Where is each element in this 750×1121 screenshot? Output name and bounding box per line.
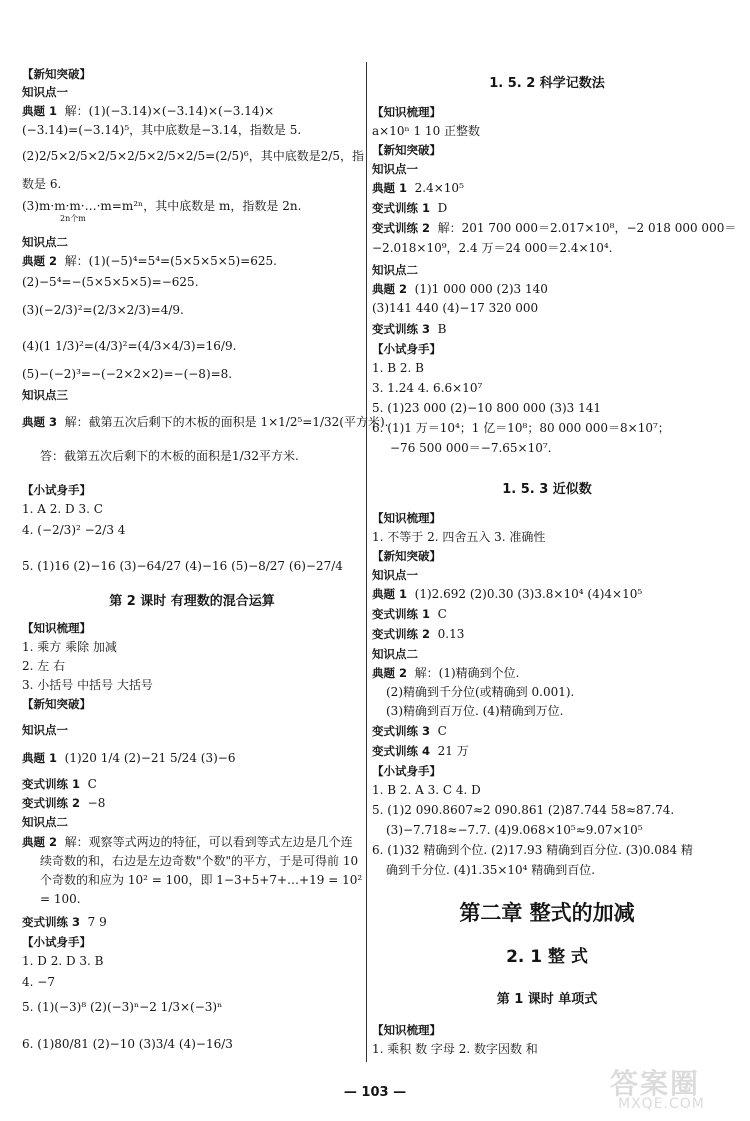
answers-line: 4. −7 xyxy=(22,975,55,989)
knowledge-point-label: 知识点二 xyxy=(372,263,418,277)
variant-answer: D xyxy=(437,201,448,215)
section-label: 【小试身手】 xyxy=(372,342,441,356)
answers-line: 5. (1)23 000 (2)−10 800 000 (3)3 141 xyxy=(372,401,601,415)
variant-1 xyxy=(22,776,97,792)
example-3 xyxy=(22,414,388,430)
section-label: 【小试身手】 xyxy=(22,935,91,949)
example-text: 解：(1)(−5)⁴=5⁴=(5×5×5×5)=625. xyxy=(64,254,277,268)
answers-line: 5. (1)2 090.8607≈2 090.861 (2)87.744 58≈87.74. xyxy=(372,803,675,817)
variant-label: 变式训练 2 xyxy=(372,627,431,641)
answers-line: 6. (1)32 精确到个位. (2)17.93 精确到百分位. (3)0.084 精 xyxy=(372,843,693,857)
variant-label: 变式训练 1 xyxy=(22,777,81,791)
knowledge-point-label: 知识点二 xyxy=(22,235,68,249)
answers-line: 1. 不等于 2. 四舍五入 3. 准确性 xyxy=(372,530,546,544)
chapter-title: 第二章 整式的加减 xyxy=(459,901,635,925)
example-text: (1)1 000 000 (2)3 140 xyxy=(414,282,548,296)
answers-line: 5. (1)16 (2)−16 (3)−64/27 (4)−16 (5)−8/27 (6)−27/4 xyxy=(22,559,343,573)
variant-3 xyxy=(372,321,446,337)
knowledge-point-label: 知识点一 xyxy=(372,568,418,582)
answers-line: 3. 小括号 中括号 大括号 xyxy=(22,678,153,692)
text-line: (3)精确到百万位. (4)精确到万位. xyxy=(386,704,564,718)
text-line: = 100. xyxy=(40,892,81,906)
variant-answer: C xyxy=(437,724,447,738)
lesson-title: 第 2 课时 有理数的混合运算 xyxy=(109,594,275,609)
variant-label: 变式训练 3 xyxy=(372,322,431,336)
section-label: 【新知突破】 xyxy=(22,697,91,711)
example-1b xyxy=(22,750,235,766)
example-2 xyxy=(372,665,519,681)
section-label: 【新知突破】 xyxy=(372,143,441,157)
knowledge-point-label: 知识点三 xyxy=(22,388,68,402)
underbrace-label: 2n个m xyxy=(60,214,86,223)
variant-2 xyxy=(22,795,105,811)
variant-1 xyxy=(372,606,447,622)
column-divider xyxy=(366,62,367,1062)
variant-label: 变式训练 4 xyxy=(372,744,431,758)
section-label: 【知识梳理】 xyxy=(372,511,441,525)
answers-line: 6. (1)1 万＝10⁴；1 亿＝10⁸；80 000 000＝8×10⁷； xyxy=(372,421,670,435)
variant-label: 变式训练 3 xyxy=(22,915,81,929)
text-line: (3)141 440 (4)−17 320 000 xyxy=(372,301,539,315)
example-text: (1)2.692 (2)0.30 (3)3.8×10⁴ (4)4×10⁵ xyxy=(414,587,643,601)
example-2 xyxy=(372,281,548,297)
variant-3 xyxy=(22,914,107,930)
answers-line: 1. A 2. D 3. C xyxy=(22,502,103,516)
variant-3 xyxy=(372,723,447,739)
text-line: (4)(1 1/3)²=(4/3)²=(4/3×4/3)=16/9. xyxy=(22,339,237,353)
text-line: (3)(−2/3)²=(2/3×2/3)=4/9. xyxy=(22,303,184,317)
variant-4 xyxy=(372,743,469,759)
text-line: 个奇数的和应为 10² = 100，即 1−3+5+7+…+19 = 10² xyxy=(40,873,363,887)
answers-line: −76 500 000＝−7.65×10⁷. xyxy=(390,441,552,455)
text-line: (5)−(−2)³=−(−2×2×2)=−(−8)=8. xyxy=(22,367,233,381)
example-label: 典题 1 xyxy=(372,587,408,601)
knowledge-point-label: 知识点二 xyxy=(22,815,68,829)
variant-2 xyxy=(372,626,464,642)
section-label: 【小试身手】 xyxy=(22,483,91,497)
example-text: (1)20 1/4 (2)−21 5/24 (3)−6 xyxy=(64,751,236,765)
example-label: 典题 2 xyxy=(22,254,58,268)
section-label: 【新知突破】 xyxy=(22,67,91,81)
variant-label: 变式训练 1 xyxy=(372,607,431,621)
page-number: — 103 — xyxy=(343,1085,407,1100)
answers-line: 1. 乘积 数 字母 2. 数字因数 和 xyxy=(372,1042,538,1056)
section-label: 【小试身手】 xyxy=(372,764,441,778)
example-label: 典题 2 xyxy=(372,282,408,296)
example-1 xyxy=(372,180,464,196)
variant-answer: 7 9 xyxy=(87,915,107,929)
watermark-url: MXQE.COM xyxy=(618,1096,705,1112)
watermark-text: 答案圈 xyxy=(610,1067,701,1100)
example-2b xyxy=(22,834,353,850)
watermark-logo xyxy=(600,1062,740,1118)
text-line: (2)2/5×2/5×2/5×2/5×2/5×2/5=(2/5)⁶，其中底数是2/5，指 xyxy=(22,149,365,163)
variant-answer: −8 xyxy=(87,796,106,810)
variant-label: 变式训练 1 xyxy=(372,201,431,215)
knowledge-point-label: 知识点一 xyxy=(22,85,68,99)
lesson-title: 1. 5. 2 科学记数法 xyxy=(489,76,605,91)
example-text: 解：截第五次后剩下的木板的面积是 1×1/2⁵=1/32(平方米). xyxy=(64,415,389,429)
example-label: 典题 2 xyxy=(22,835,58,849)
example-1 xyxy=(372,586,642,602)
variant-answer: C xyxy=(437,607,447,621)
section-title: 2. 1 整 式 xyxy=(506,947,588,967)
answers-line: 2. 左 右 xyxy=(22,659,66,673)
section-label: 【知识梳理】 xyxy=(22,621,91,635)
section-label: 【知识梳理】 xyxy=(372,1023,441,1037)
text-line: 续奇数的和，右边是左边奇数"个数"的平方，于是可得前 10 xyxy=(40,854,359,868)
answers-line: 1. 乘方 乘除 加减 xyxy=(22,640,117,654)
text-line: (3)m·m·m·…·m=m²ⁿ，其中底数是 m，指数是 2n. xyxy=(22,199,302,213)
answers-line: (3)−7.718≈−7.7. (4)9.068×10⁵≈9.07×10⁵ xyxy=(386,823,643,837)
section-label: 【新知突破】 xyxy=(372,549,441,563)
example-label: 典题 1 xyxy=(372,181,408,195)
variant-answer: 0.13 xyxy=(437,627,465,641)
lesson-title: 第 1 课时 单项式 xyxy=(496,992,598,1007)
example-text: 2.4×10⁵ xyxy=(414,181,464,195)
answers-line: 1. D 2. D 3. B xyxy=(22,954,104,968)
answers-line: 5. (1)(−3)⁸ (2)(−3)ⁿ−2 1/3×(−3)ⁿ xyxy=(22,1000,223,1014)
knowledge-point-label: 知识点一 xyxy=(372,162,418,176)
text-line: −2.018×10⁹，2.4 万＝24 000＝2.4×10⁴. xyxy=(372,241,613,255)
example-text: 解：(1)精确到个位. xyxy=(414,666,520,680)
example-label: 典题 2 xyxy=(372,666,408,680)
variant-answer: B xyxy=(437,322,447,336)
example-text: 解：观察等式两边的特征，可以看到等式左边是几个连 xyxy=(64,835,353,849)
knowledge-point-label: 知识点一 xyxy=(22,723,68,737)
variant-label: 变式训练 2 xyxy=(22,796,81,810)
variant-1 xyxy=(372,200,447,216)
answers-line: 1. B 2. B xyxy=(372,361,424,375)
answers-line: a×10ⁿ 1 10 正整数 xyxy=(372,124,481,138)
answer-line: 答：截第五次后剩下的木板的面积是1/32平方米. xyxy=(40,449,299,463)
variant-label: 变式训练 3 xyxy=(372,724,431,738)
answers-line: 确到千分位. (4)1.35×10⁴ 精确到百位. xyxy=(386,863,596,877)
example-2 xyxy=(22,253,277,269)
example-label: 典题 3 xyxy=(22,415,58,429)
text-line: (2)−5⁴=−(5×5×5×5)=−625. xyxy=(22,275,199,289)
variant-answer: 解：201 700 000＝2.017×10⁸，−2 018 000 000＝ xyxy=(437,221,737,235)
variant-answer: C xyxy=(87,777,97,791)
answers-line: 1. B 2. A 3. C 4. D xyxy=(372,783,481,797)
example-1 xyxy=(22,103,274,119)
lesson-title: 1. 5. 3 近似数 xyxy=(502,482,592,497)
section-label: 【知识梳理】 xyxy=(372,105,441,119)
text-line: (−3.14)=(−3.14)⁵，其中底数是−3.14，指数是 5. xyxy=(22,123,302,137)
example-text: 解：(1)(−3.14)×(−3.14)×(−3.14)× xyxy=(64,104,275,118)
example-label: 典题 1 xyxy=(22,751,58,765)
answers-line: 3. 1.24 4. 6.6×10⁷ xyxy=(372,381,483,395)
variant-answer: 21 万 xyxy=(437,744,469,758)
example-label: 典题 1 xyxy=(22,104,58,118)
variant-label: 变式训练 2 xyxy=(372,221,431,235)
answers-line: 6. (1)80/81 (2)−10 (3)3/4 (4)−16/3 xyxy=(22,1037,233,1051)
answers-line: 4. (−2/3)² −2/3 4 xyxy=(22,523,126,537)
variant-2 xyxy=(372,220,736,236)
text-line: (2)精确到千分位(或精确到 0.001). xyxy=(386,685,575,699)
knowledge-point-label: 知识点二 xyxy=(372,647,418,661)
text-line: 数是 6. xyxy=(22,177,62,191)
